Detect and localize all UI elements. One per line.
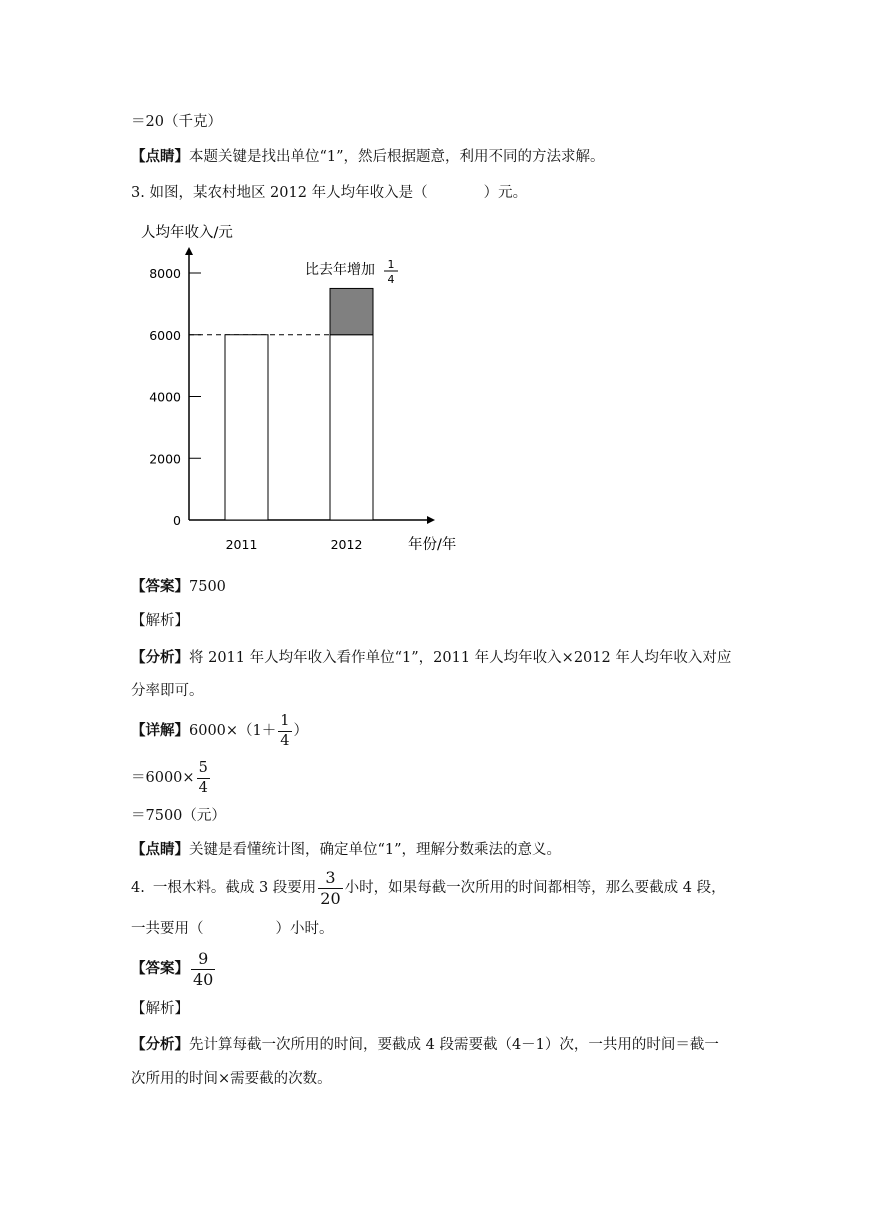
detail-l2-pre: ＝6000×	[131, 770, 195, 786]
fenxi-tag: 【分析】	[131, 649, 189, 666]
prev-comment	[131, 147, 605, 167]
fraction-1-4	[278, 714, 291, 748]
y-tick-label: 8000	[149, 266, 181, 281]
question-text: 一共要用（	[131, 921, 204, 937]
x-tick-label: 2011	[225, 537, 258, 552]
fraction-5-4	[197, 761, 210, 795]
x-axis-arrow	[427, 516, 435, 524]
q3-detail-line-2	[131, 758, 212, 798]
q3-detail-line-3: ＝7500（元）	[131, 808, 226, 824]
y-axis-label: 人均年收入/元	[141, 225, 233, 241]
frac-den: 20	[320, 888, 341, 908]
fraction-9-40	[191, 948, 215, 989]
question-text-end: ）元。	[483, 185, 528, 201]
frac-num: 5	[197, 761, 210, 779]
fenxi-text-2: 分率即可。	[131, 683, 204, 699]
frac-den: 4	[198, 779, 208, 796]
q4-fenxi	[131, 1035, 719, 1055]
frac-num: 3	[318, 870, 342, 889]
x-axis-label: 年份/年	[408, 537, 457, 553]
q4-analysis-tag: 【解析】	[131, 1001, 189, 1017]
answer-value: 7500	[189, 579, 226, 595]
annotation-frac-den: 4	[387, 273, 395, 286]
frac-num: 1	[278, 714, 291, 732]
y-tick-label: 2000	[149, 451, 181, 467]
annotation-frac-num: 1	[387, 258, 395, 271]
comment-text: 本题关键是找出单位“1”，然后根据题意，利用不同的方法求解。	[189, 149, 605, 165]
q4-stem-line-1	[131, 865, 726, 911]
comment-text: 关键是看懂统计图，确定单位“1”，理解分数乘法的意义。	[189, 842, 562, 858]
q3-answer	[131, 577, 226, 597]
answer-tag: 【答案】	[131, 578, 189, 595]
annotation-text: 比去年增加	[305, 262, 375, 278]
income-bar-chart	[131, 215, 476, 560]
bar-increase-2012	[330, 288, 373, 334]
frac-den: 4	[280, 732, 290, 749]
fenxi-text-1: 先计算每截一次所用的时间，要截成 4 段需要截（4－1）次，一共用的时间＝截一	[189, 1037, 719, 1053]
prev-result: ＝20（千克）	[131, 114, 222, 130]
y-axis-arrow	[185, 247, 193, 255]
bar-2011	[225, 335, 268, 520]
fenxi-text-1: 将 2011 年人均年收入看作单位“1”，2011 年人均年收入×2012 年人均年收入对应	[189, 650, 732, 666]
y-tick-label: 0	[173, 513, 181, 528]
fraction-3-20	[318, 867, 342, 908]
comment-tag: 【点睛】	[131, 841, 189, 858]
bar-2012	[330, 335, 373, 520]
frac-num: 9	[191, 951, 215, 970]
x-tick-label: 2012	[330, 537, 363, 552]
detail-l1-post: ）	[293, 723, 309, 739]
detail-tag: 【详解】	[131, 722, 189, 739]
question-text: 一根木料。截成 3 段要用	[152, 880, 317, 896]
q3-fenxi	[131, 648, 731, 668]
y-tick-label: 4000	[149, 389, 181, 405]
question-number: 4.	[131, 880, 145, 896]
q4-answer	[131, 946, 217, 992]
frac-den: 40	[193, 969, 214, 989]
q3-detail-line-1	[131, 711, 308, 751]
detail-l1-pre: 6000×（1＋	[189, 723, 277, 739]
y-tick-label: 6000	[149, 327, 181, 343]
fenxi-tag: 【分析】	[131, 1036, 189, 1053]
q3-stem	[131, 183, 527, 203]
q3-analysis-tag: 【解析】	[131, 613, 189, 629]
q3-comment	[131, 840, 561, 860]
question-text: 如图，某农村地区 2012 年人均年收入是（	[149, 185, 428, 201]
q4-stem-line-2	[131, 919, 334, 939]
fenxi-text-2: 次所用的时间×需要截的次数。	[131, 1071, 332, 1087]
question-text-end: ）小时。	[275, 921, 334, 937]
question-text-cont: 小时，如果每截一次所用的时间都相等，那么要截成 4 段，	[344, 880, 726, 896]
question-number: 3.	[131, 185, 145, 201]
comment-tag: 【点睛】	[131, 148, 189, 165]
answer-tag: 【答案】	[131, 960, 189, 977]
